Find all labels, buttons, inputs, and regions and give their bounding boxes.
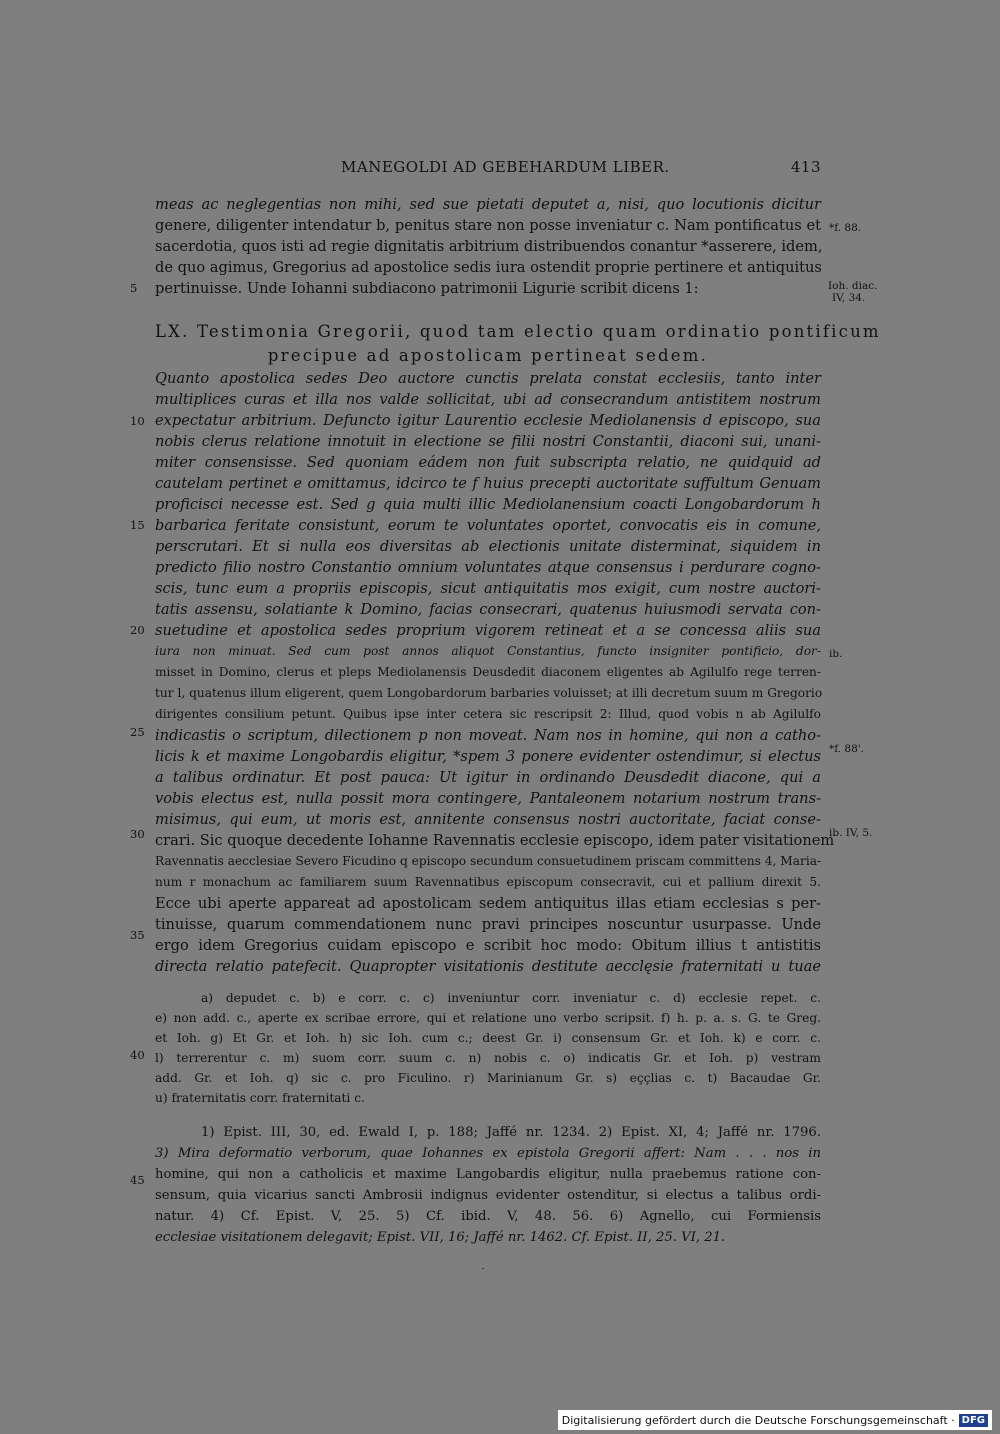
- text-line: crari. Sic quoque decedente Iohanne Ravennatis ecclesie episcopo, idem pater visitationem: [155, 832, 835, 849]
- text-line: pertinuisse. Unde Iohanni subdiacono patrimonii Ligurie scribit dicens 1:: [155, 280, 699, 297]
- text-line: de quo agimus, Gregorius ad apostolice sedis iura ostendit proprie pertinere et antiquitus: [155, 259, 822, 276]
- text-line: suetudine et apostolica sedes proprium vigorem retineat et a se concessa aliis sua: [155, 622, 821, 639]
- text-line: indicastis o scriptum, dilectionem p non moveat. Nam nos in homine, qui non a catho-: [155, 727, 821, 744]
- reference-line: natur. 4) Cf. Epist. V, 25. 5) Cf. ibid. V, 48. 56. 6) Agnello, cui Formiensis: [155, 1209, 821, 1224]
- line-number: 40: [130, 1048, 145, 1062]
- reference-line: 3) Mira deformatio verborum, quae Iohannes ex epistola Gregorii affert: Nam . . . nos in: [155, 1146, 821, 1161]
- text-line: scis, tunc eum a propriis episcopis, sicut antiquitatis mos exigit, cum nostre auctori-: [155, 580, 821, 597]
- margin-note: IV, 34.: [832, 292, 866, 304]
- text-line: tur l, quatenus illum eligerent, quem Longobardorum barbaries voluisset; at illi decretum suum m Gregorio: [155, 686, 823, 700]
- footnote-line: l) terrerentur c. m) suom corr. suum c. n) nobis c. o) indicatis Gr. et Ioh. p) vestram: [155, 1051, 821, 1065]
- critical-apparatus: [155, 988, 821, 1108]
- text-line: predicto filio nostro Constantio omnium voluntates atque consensus i perdurare cogno-: [155, 559, 821, 576]
- reference-line: sensum, quia vicarius sancti Ambrosii indignus evidenter ostenditur, si electus a talibus ordi-: [155, 1188, 821, 1203]
- line-number: 30: [130, 827, 145, 841]
- text-line: misset in Domino, clerus et pleps Mediolanensis Deusdedit diaconem eligentes ab Agilulfo rege terren-: [155, 665, 821, 679]
- footnote-line: add. Gr. et Ioh. q) sic c. pro Ficulino. r) Marinianum Gr. s) eççlias c. t) Bacaudae Gr.: [155, 1071, 821, 1085]
- text-line: proficisci necesse est. Sed g quia multi illic Mediolanensium coacti Longobardorum h: [155, 496, 821, 513]
- running-title: MANEGOLDI AD GEBEHARDUM LIBER.: [341, 158, 670, 176]
- dfg-logo: DFG: [959, 1414, 988, 1427]
- reference-line: homine, qui non a catholicis et maxime Langobardis eligitur, nulla praebemus ratione con-: [155, 1167, 821, 1182]
- text-line: a talibus ordinatur. Et post pauca: Ut igitur in ordinando Deusdedit diacone, qui a: [155, 769, 821, 786]
- text-line: perscrutari. Et si nulla eos diversitas ab electionis unitate disterminat, siquidem in: [155, 538, 821, 555]
- margin-note: *f. 88'.: [829, 743, 865, 755]
- line-number: 20: [130, 623, 145, 637]
- funding-text: Digitalisierung gefördert durch die Deutsche Forschungsgemeinschaft ·: [561, 1413, 955, 1427]
- text-line: cautelam pertinet e omittamus, idcirco te f huius precepti auctoritate suffultum Genuam: [155, 475, 821, 492]
- footnote-line: a) depudet c. b) e corr. c. c) inveniuntur corr. inveniatur c. d) ecclesie repet. c.: [201, 991, 821, 1005]
- text-line: expectatur arbitrium. Defuncto igitur Laurentio ecclesie Mediolanensis d episcopo, sua: [155, 412, 821, 429]
- text-line: sacerdotia, quos isti ad regie dignitatis arbitrium distribuendos conantur *asserere, idem,: [155, 238, 823, 255]
- source-references: [155, 1122, 821, 1248]
- footnote-line: et Ioh. g) Et Gr. et Ioh. h) sic Ioh. cum c.; deest Gr. i) consensum Gr. et Ioh. k) e corr. c.: [155, 1031, 821, 1045]
- running-header: [155, 158, 821, 180]
- scan-speck: [482, 1268, 484, 1269]
- chapter-heading-line: LX. Testimonia Gregorii, quod tam electio quam ordinatio pontificum: [155, 322, 881, 341]
- text-line: num r monachum ac familiarem suum Ravennatibus episcopum consecravit, cui et pallium direxit 5.: [155, 875, 821, 889]
- main-text: [155, 368, 835, 977]
- text-line: Ecce ubi aperte appareat ad apostolicam sedem antiquitus illas etiam ecclesias s per-: [155, 895, 821, 912]
- text-line: tatis assensu, solatiante k Domino, facias consecrari, quatenus huiusmodi servata con-: [155, 601, 821, 618]
- text-line: nobis clerus relatione innotuit in electione se filii nostri Constantii, diaconi sui, unani-: [155, 433, 821, 450]
- text-line: misimus, qui eum, ut moris est, annitente consensus nostri auctoritate, faciat conse-: [155, 811, 821, 828]
- line-number: 10: [130, 414, 145, 428]
- line-number: 5: [130, 281, 138, 295]
- text-line: genere, diligenter intendatur b, penitus stare non posse inveniatur c. Nam pontificatus et: [155, 217, 821, 234]
- text-line: multiplices curas et illa nos valde sollicitat, ubi ad consecrandum antistitem nostrum: [155, 391, 821, 408]
- text-line: iura non minuat. Sed cum post annos aliquot Constantius, functo insigniter pontificio, dor-: [155, 644, 821, 658]
- text-line: licis k et maxime Longobardis eligitur, *spem 3 ponere evidenter ostendimur, si electus: [155, 748, 821, 765]
- text-line: barbarica feritate consistunt, eorum te voluntates oportet, convocatis eis in comune,: [155, 517, 821, 534]
- margin-note: *f. 88.: [829, 222, 862, 234]
- text-line: vobis electus est, nulla possit mora contingere, Pantaleonem notarium nostrum trans-: [155, 790, 821, 807]
- funding-footer: [558, 1410, 992, 1430]
- text-line: dirigentes consilium petunt. Quibus ipse inter cetera sic rescripsit 2: Illud, quod vobis n ab Agilulfo: [155, 707, 821, 721]
- page-number: 413: [790, 158, 821, 176]
- margin-note: ib.: [829, 648, 843, 660]
- text-line: ergo idem Gregorius cuidam episcopo e scribit hoc modo: Obitum illius t antistitis: [155, 937, 821, 954]
- line-number: 25: [130, 725, 145, 739]
- line-number: 45: [130, 1173, 145, 1187]
- margin-note: Ioh. diac.: [828, 280, 878, 292]
- line-number: 15: [130, 518, 145, 532]
- footnote-line: e) non add. c., aperte ex scribae errore, qui et relatione uno verbo scripsit. f) h. p. a. s. G. te Greg.: [155, 1011, 821, 1025]
- footnote-line: u) fraternitatis corr. fraternitati c.: [155, 1091, 365, 1105]
- text-line: tinuisse, quarum commendationem nunc pravi principes noscuntur usurpasse. Unde: [155, 916, 821, 933]
- text-line: meas ac neglegentias non mihi, sed sue pietati deputet a, nisi, quo locutionis dicitur: [155, 196, 821, 213]
- chapter-heading-line: precipue ad apostolicam pertineat sedem.: [267, 346, 709, 365]
- line-number: 35: [130, 928, 145, 942]
- chapter-heading: [155, 320, 881, 368]
- margin-note: ib. IV, 5.: [829, 827, 873, 839]
- intro-paragraph: [155, 194, 821, 299]
- text-line: Quanto apostolica sedes Deo auctore cunctis prelata constat ecclesiis, tanto inter: [155, 370, 821, 387]
- reference-line: ecclesiae visitationem delegavit; Epist. VII, 16; Jaffé nr. 1462. Cf. Epist. II, 25. VI, 21.: [155, 1230, 726, 1245]
- reference-line: 1) Epist. III, 30, ed. Ewald I, p. 188; Jaffé nr. 1234. 2) Epist. XI, 4; Jaffé nr. 1796.: [201, 1125, 821, 1140]
- text-line: miter consensisse. Sed quoniam eádem non fuit subscripta relatio, ne quidquid ad: [155, 454, 821, 471]
- text-line: directa relatio patefecit. Quapropter visitationis destitute aecclęsie fraternitati u tuae: [155, 958, 821, 975]
- text-line: Ravennatis aecclesiae Severo Ficudino q episcopo secundum consuetudinem priscam committens 4, Maria-: [155, 854, 822, 868]
